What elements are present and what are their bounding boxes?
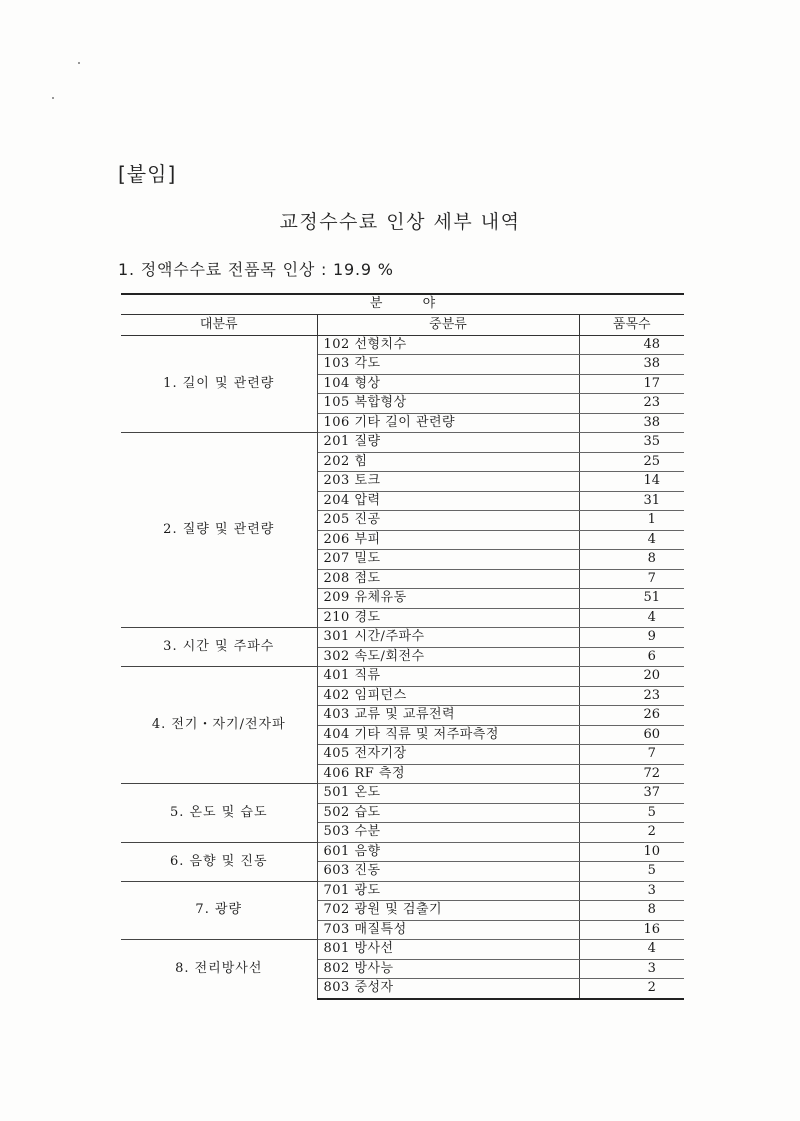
fee-items-table: [121, 293, 684, 1000]
minor-category-cell: 106 기타 길이 관련량: [317, 413, 579, 433]
minor-category-cell: 405 전자기장: [317, 745, 579, 765]
item-count-cell: 37: [579, 784, 684, 804]
minor-category-cell: 403 교류 및 교류전력: [317, 706, 579, 726]
minor-category-cell: 204 압력: [317, 491, 579, 511]
minor-category-cell: 103 각도: [317, 355, 579, 375]
item-count-cell: 7: [579, 569, 684, 589]
minor-category-cell: 702 광원 및 검출기: [317, 901, 579, 921]
column-header-major: 대분류: [121, 314, 317, 335]
item-count-cell: 8: [579, 550, 684, 570]
item-count-cell: 14: [579, 472, 684, 492]
table-row: [121, 784, 684, 804]
minor-category-cell: 205 진공: [317, 511, 579, 531]
item-count-cell: 7: [579, 745, 684, 765]
item-count-cell: 31: [579, 491, 684, 511]
minor-category-cell: 802 방사능: [317, 959, 579, 979]
minor-category-cell: 105 복합형상: [317, 394, 579, 414]
item-count-cell: 9: [579, 628, 684, 648]
column-header-count: 품목수: [579, 314, 684, 335]
item-count-cell: 2: [579, 979, 684, 999]
span-header: 분 야: [121, 294, 684, 314]
major-category-cell: 5. 온도 및 습도: [121, 784, 317, 843]
item-count-cell: 26: [579, 706, 684, 726]
item-count-cell: 60: [579, 725, 684, 745]
item-count-cell: 10: [579, 842, 684, 862]
table-row: [121, 881, 684, 901]
minor-category-cell: 703 매질특성: [317, 920, 579, 940]
item-count-cell: 51: [579, 589, 684, 609]
major-category-cell: 1. 길이 및 관련량: [121, 335, 317, 433]
minor-category-cell: 201 질량: [317, 433, 579, 453]
item-count-cell: 5: [579, 803, 684, 823]
minor-category-cell: 203 토크: [317, 472, 579, 492]
item-count-cell: 38: [579, 355, 684, 375]
table-row: [121, 433, 684, 453]
table-row: [121, 940, 684, 960]
attachment-label: [붙임]: [118, 162, 177, 186]
minor-category-cell: 801 방사선: [317, 940, 579, 960]
minor-category-cell: 404 기타 직류 및 저주파측정: [317, 725, 579, 745]
item-count-cell: 17: [579, 374, 684, 394]
item-count-cell: 4: [579, 940, 684, 960]
item-count-cell: 23: [579, 394, 684, 414]
major-category-cell: 8. 전리방사선: [121, 940, 317, 999]
table-row: [121, 628, 684, 648]
minor-category-cell: 202 힘: [317, 452, 579, 472]
minor-category-cell: 503 수분: [317, 823, 579, 843]
item-count-cell: 3: [579, 959, 684, 979]
item-count-cell: 4: [579, 530, 684, 550]
item-count-cell: 35: [579, 433, 684, 453]
item-count-cell: 6: [579, 647, 684, 667]
minor-category-cell: 210 경도: [317, 608, 579, 628]
item-count-cell: 4: [579, 608, 684, 628]
major-category-cell: 6. 음향 및 진동: [121, 842, 317, 881]
item-count-cell: 23: [579, 686, 684, 706]
major-category-cell: 2. 질량 및 관련량: [121, 433, 317, 628]
minor-category-cell: 406 RF 측정: [317, 764, 579, 784]
minor-category-cell: 104 형상: [317, 374, 579, 394]
major-category-cell: 7. 광량: [121, 881, 317, 940]
item-count-cell: 72: [579, 764, 684, 784]
minor-category-cell: 207 밀도: [317, 550, 579, 570]
item-count-cell: 5: [579, 862, 684, 882]
item-count-cell: 16: [579, 920, 684, 940]
item-count-cell: 8: [579, 901, 684, 921]
table-row: [121, 335, 684, 355]
minor-category-cell: 206 부피: [317, 530, 579, 550]
item-count-cell: 2: [579, 823, 684, 843]
table-row: [121, 842, 684, 862]
column-header-row: [121, 314, 684, 335]
minor-category-cell: 601 음향: [317, 842, 579, 862]
column-header-minor: 중분류: [317, 314, 579, 335]
minor-category-cell: 401 직류: [317, 667, 579, 687]
minor-category-cell: 209 유체유동: [317, 589, 579, 609]
minor-category-cell: 701 광도: [317, 881, 579, 901]
span-header-row: [121, 294, 684, 314]
scan-speck: [78, 62, 80, 64]
minor-category-cell: 603 진동: [317, 862, 579, 882]
section-heading: 1. 정액수수료 전품목 인상 : 19.9 %: [118, 260, 394, 279]
major-category-cell: 4. 전기・자기/전자파: [121, 667, 317, 784]
minor-category-cell: 208 점도: [317, 569, 579, 589]
minor-category-cell: 803 중성자: [317, 979, 579, 999]
document-title: 교정수수료 인상 세부 내역: [279, 211, 521, 233]
minor-category-cell: 302 속도/회전수: [317, 647, 579, 667]
item-count-cell: 48: [579, 335, 684, 355]
minor-category-cell: 402 임피던스: [317, 686, 579, 706]
scan-speck: [52, 97, 54, 99]
minor-category-cell: 502 습도: [317, 803, 579, 823]
table-row: [121, 667, 684, 687]
item-count-cell: 1: [579, 511, 684, 531]
minor-category-cell: 301 시간/주파수: [317, 628, 579, 648]
item-count-cell: 3: [579, 881, 684, 901]
item-count-cell: 38: [579, 413, 684, 433]
item-count-cell: 20: [579, 667, 684, 687]
minor-category-cell: 102 선형치수: [317, 335, 579, 355]
item-count-cell: 25: [579, 452, 684, 472]
minor-category-cell: 501 온도: [317, 784, 579, 804]
major-category-cell: 3. 시간 및 주파수: [121, 628, 317, 667]
